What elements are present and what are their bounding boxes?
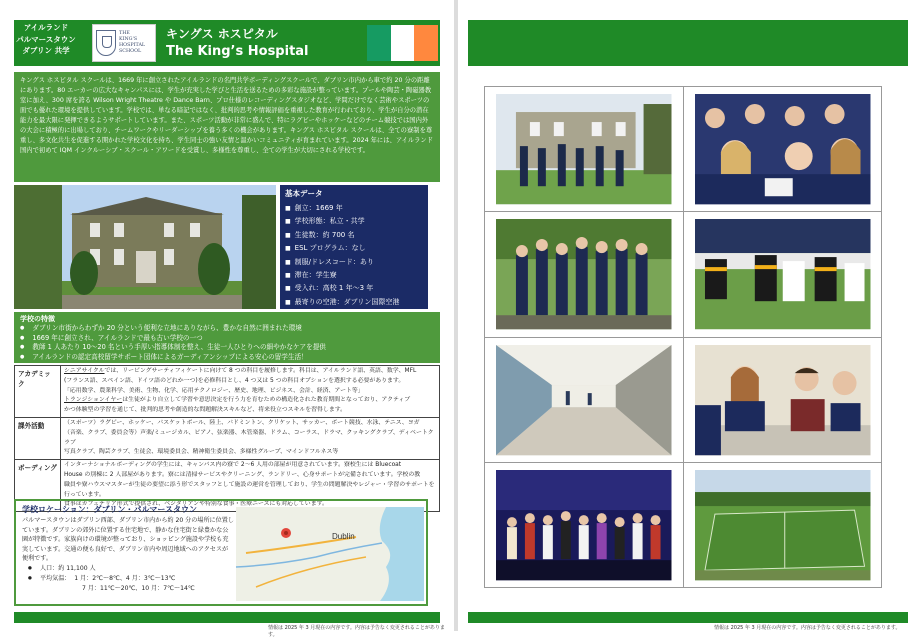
basic-item: ■ 受入れ：高校 1 年～3 年 bbox=[285, 282, 423, 295]
header-bar bbox=[14, 20, 440, 66]
feature-item: ● 教師 1 人あたり 10～20 名という手厚い指導体制を整え、生徒一人ひとりへの細やかなケアを提供 bbox=[20, 343, 434, 353]
temperature: ● 平均気温： 1 月：2℃～8℃、4 月：3℃～13℃ bbox=[22, 574, 420, 584]
location-title: 学校ロケーション：ダブリン・パルマースタウン bbox=[22, 505, 197, 514]
details-text: （スポーツ）ラグビー、ホッケー、バスケットボール、陸上、バドミントン、クリケット、サッカー、ボート競技、水泳、テニス、ヨガ （音楽、クラブ、委員会等）声楽/ミュージカル、ピアノ、弦楽器、木管楽器、ドラム、コーラス、ドラマ、クッキングクラブ、ディベートクラブ 写真クラブ、陶芸クラブ、生徒会、環境委員会、精神衛生委員会、多様性グループ、マインドフルネス等 bbox=[64, 419, 434, 456]
features-title: 学校の特徴 bbox=[20, 315, 55, 323]
left-page bbox=[0, 0, 454, 638]
footnote-right: 情報は 2025 年 3 月現在の内容です。内容は予告なく変更されることがあります。 bbox=[714, 625, 901, 631]
photo-theatre-performance bbox=[485, 463, 683, 587]
details-label: アカデミック bbox=[15, 366, 61, 417]
location-text: パルマースタウンはダブリン西部、ダブリン市内から約 20 分の場所に位置しています。ダブリンの郊外に位置する住宅地で、静かな住宅街と緑豊かな公園が特徴です。家族向けの環境が整っており、ショッピング施設や学校も充実しています。交通の便も良好で、ダブリン市内や周辺地域へのアクセスが便利です。 bbox=[22, 517, 234, 563]
location-map bbox=[236, 507, 424, 601]
photo-library-corridor bbox=[485, 338, 683, 462]
campus-photo bbox=[14, 185, 276, 309]
title-jp: キングス ホスピタル bbox=[166, 27, 278, 41]
basic-item: ■ 創立：1669 年 bbox=[285, 202, 423, 215]
right-page bbox=[458, 0, 910, 631]
feature-item: ● アイルランドの認定高校留学サポート団体によるガーディアンシップによる安心の留学生活！ bbox=[20, 353, 434, 363]
title-en: The King’s Hospital bbox=[166, 44, 309, 59]
details-table bbox=[14, 365, 440, 512]
irish-flag-icon bbox=[367, 25, 438, 61]
features-box bbox=[14, 312, 440, 363]
school-logo: THE KING'S HOSPITAL SCHOOL bbox=[92, 24, 156, 62]
footer-bar bbox=[14, 612, 440, 623]
photo-students-classroom bbox=[684, 338, 882, 462]
footnote: 情報は 2025 年 3 月現在の内容です。内容は予告なく変更されることがあります。 bbox=[268, 625, 445, 638]
details-text: インターナショナルボーディングの学生には、キャンパス内の寮で 2～6 人用の部屋が用意されています。寮校生には Bluecoat House の別棟に 2 人部屋があります。寮には清掃サービスやクリーニング、ランドリー、心身サポートが完備されています。学校の教 職員や寮ハウスマスターが生徒の要望に添う形でスタッフとして施設の運営を管理しており、学生の問題解決やレジャー・学習のサポートを行っています。 食事はカフェテリア形式で提供され、ベジタリアンや特別な食事・医療ニーズにも対応しています。 bbox=[64, 462, 435, 508]
feature-item: ● 1669 年に創立され、アイルランドで最も古い学校の一つ bbox=[20, 334, 434, 344]
details-label: 課外活動 bbox=[15, 418, 61, 459]
photo-campus-building bbox=[485, 87, 683, 211]
details-text: シニアサイクルでは、リービングサーティフィケートに向けて 8 つの科目を履修します。科目は、アイルランド語、英語、数学、MFL (フランス語、スペイン語、ドイツ語のどれか一つ)を必修科目とし、4 つ又は 5 つの科目オプションを選択する必要があります。 「応用数学、農業科学、美術、生物、化学、応用テクノロジー、歴史、地理、ビジネス、会計、経済、アート等」 トランジションイヤーは生徒がより自立して学習や意思決定を行う力を育むための構造化された教育期間となっており、アクティブ かつ体験型の学習を通じて、批判的思考や創造的な問題解決スキルなど、将来役立つスキルを習得します。 bbox=[64, 368, 417, 414]
basic-item: ■ 学校形態：私立・共学 bbox=[285, 215, 423, 228]
temperature-2: 7 月：11℃～20℃、10 月：7℃～14℃ bbox=[82, 584, 195, 592]
basic-item: ■ 生徒数：約 700 名 bbox=[285, 229, 423, 242]
photo-grid bbox=[484, 86, 882, 588]
location-box bbox=[14, 499, 428, 606]
basic-item: ■ ESL プログラム：なし bbox=[285, 242, 423, 255]
footer-bar-right bbox=[468, 612, 908, 623]
crest-icon bbox=[96, 30, 116, 56]
population: ● 人口：約 11,100 人 bbox=[22, 564, 420, 574]
region-label: アイルランド パルマースタウン ダブリン 共学 bbox=[16, 23, 76, 55]
basic-item: ■ 滞在：学生寮 bbox=[285, 269, 423, 282]
intro-text: キングス ホスピタル スクールは、1669 年に創立されたアイルランドの名門共学ボーディングスクールで、ダブリン市内から車で約 20 分の距離にあります。80 エーカーの広大なキャンパスには、学生が充実した学びと生活を送るための多彩な施設が整っています。プールや陶芸・陶磁器教室に加え、300 席を誇る Wilson Wright Theatre や Dance Barn、プロ仕様のレコーディングスタジオなど、学問だけでなく芸術やスポーツの面でも優れた環境を提供しています。学校では、単なる暗記ではなく、批判的思考や情報評価を重視した教育が行われており、学生が自分の潜在能力を最大限に発揮できるようサポートしています。また、スポーツ活動が非常に盛んで、特にラグビーやホッケーなどのチーム競技では国内外の大会に積極的に出場しており、チームワークやリーダーシップを養う多くの機会があります。キングス ホスピタル スクールは、全ての寮制を尊重し、多文化共生を促進する開かれた学校文化を持ち、学生同士の強い友情と温かいコミュニティが育まれています。2024 年には、アイルランド国内で初めて IQM インクルーシブ・スクール・アワードを受賞し、多様性を尊重し、全ての学生が大切にされる学校です。 bbox=[14, 72, 440, 182]
feature-item: ● ダブリン市街からわずか 20 分という便利な立地にありながら、豊かな自然に囲まれた環境 bbox=[20, 324, 434, 334]
details-label: ボーディング bbox=[15, 460, 61, 511]
photo-sports-fields-aerial bbox=[684, 463, 882, 587]
photo-students-assembly bbox=[684, 87, 882, 211]
details-row bbox=[15, 418, 439, 460]
basic-data-box bbox=[280, 185, 428, 309]
details-row bbox=[15, 366, 439, 418]
basic-data-title: 基本データ bbox=[285, 189, 323, 198]
photo-students-walking bbox=[485, 212, 683, 336]
header-bar-right bbox=[468, 20, 908, 66]
photo-rugby-match bbox=[684, 212, 882, 336]
basic-item: ■ 制服/ドレスコード：あり bbox=[285, 256, 423, 269]
map-label: Dublin bbox=[332, 532, 355, 541]
basic-item: ■ 最寄りの空港：ダブリン国際空港 bbox=[285, 296, 423, 309]
